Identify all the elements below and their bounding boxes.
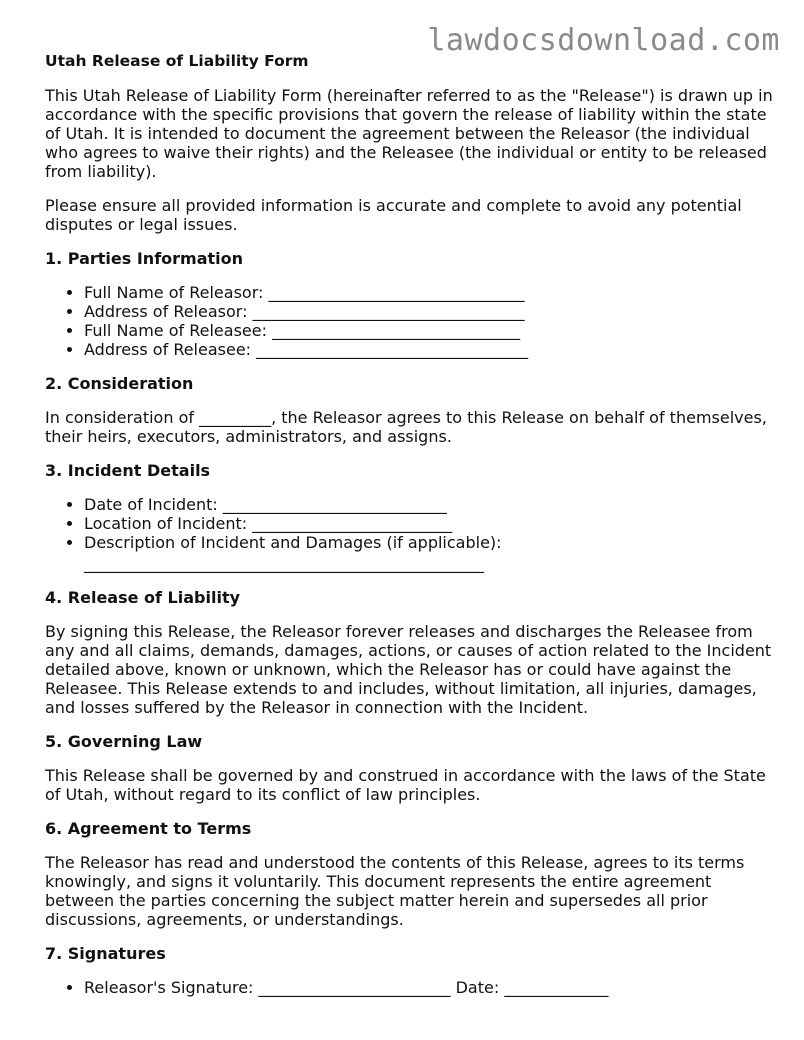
parties-list xyxy=(45,283,775,359)
section-heading-incident: 3. Incident Details xyxy=(45,461,211,480)
list-item: • Location of Incident: _________________________ xyxy=(84,514,775,533)
section-heading-agreement: 6. Agreement to Terms xyxy=(45,819,252,838)
list-item: • Full Name of Releasee: _______________________________ xyxy=(84,321,775,340)
signatures-list xyxy=(45,978,775,997)
incident-list xyxy=(45,495,775,573)
section-heading-signatures: 7. Signatures xyxy=(45,944,166,963)
list-item xyxy=(84,533,775,573)
notice-paragraph: Please ensure all provided information is accurate and complete to avoid any potential disputes or legal issues. xyxy=(45,196,742,234)
consideration-paragraph: In consideration of _________, the Releasor agrees to this Release on behalf of themselves, their heirs, executors, administrators, and assigns. xyxy=(45,408,767,446)
description-blank-line: __________________________________________________ xyxy=(84,554,484,573)
section-heading-release: 4. Release of Liability xyxy=(45,588,241,607)
list-item: • Date of Incident: ____________________________ xyxy=(84,495,775,514)
document-body xyxy=(45,52,775,1012)
document-title: Utah Release of Liability Form xyxy=(45,52,309,70)
agreement-paragraph: The Releasor has read and understood the contents of this Release, agrees to its terms knowingly, and signs it voluntarily. This document represents the entire agreement between the parties concerning the subject matter herein and supersedes all prior discussions, agreements, or understandings. xyxy=(45,853,745,929)
section-heading-law: 5. Governing Law xyxy=(45,732,203,751)
list-item: • Releasor's Signature: ________________________ Date: _____________ xyxy=(84,978,775,997)
description-label: Description of Incident and Damages (if applicable): xyxy=(84,533,502,552)
list-item: • Address of Releasor: __________________________________ xyxy=(84,302,775,321)
section-heading-parties: 1. Parties Information xyxy=(45,249,244,268)
release-paragraph: By signing this Release, the Releasor forever releases and discharges the Releasee from any and all claims, demands, damages, actions, or causes of action related to the Incident detailed above, known or unknown, which the Releasor has or could have against the Releasee. This Release extends to and includes, without limitation, all injuries, damages, and losses suffered by the Releasor in connection with the Incident. xyxy=(45,622,772,717)
section-heading-consideration: 2. Consideration xyxy=(45,374,194,393)
law-paragraph: This Release shall be governed by and construed in accordance with the laws of the State of Utah, without regard to its conflict of law principles. xyxy=(45,766,766,804)
list-item: • Full Name of Releasor: ________________________________ xyxy=(84,283,775,302)
list-item: • Address of Releasee: __________________________________ xyxy=(84,340,775,359)
intro-paragraph: This Utah Release of Liability Form (hereinafter referred to as the "Release") is drawn up in accordance with the specific provisions that govern the release of liability within the state of Utah. It is intended to document the agreement between the Releasor (the individual who agrees to waive their rights) and the Releasee (the individual or entity to be released from liability). xyxy=(45,86,773,181)
watermark: lawdocsdownload.com xyxy=(427,23,780,58)
